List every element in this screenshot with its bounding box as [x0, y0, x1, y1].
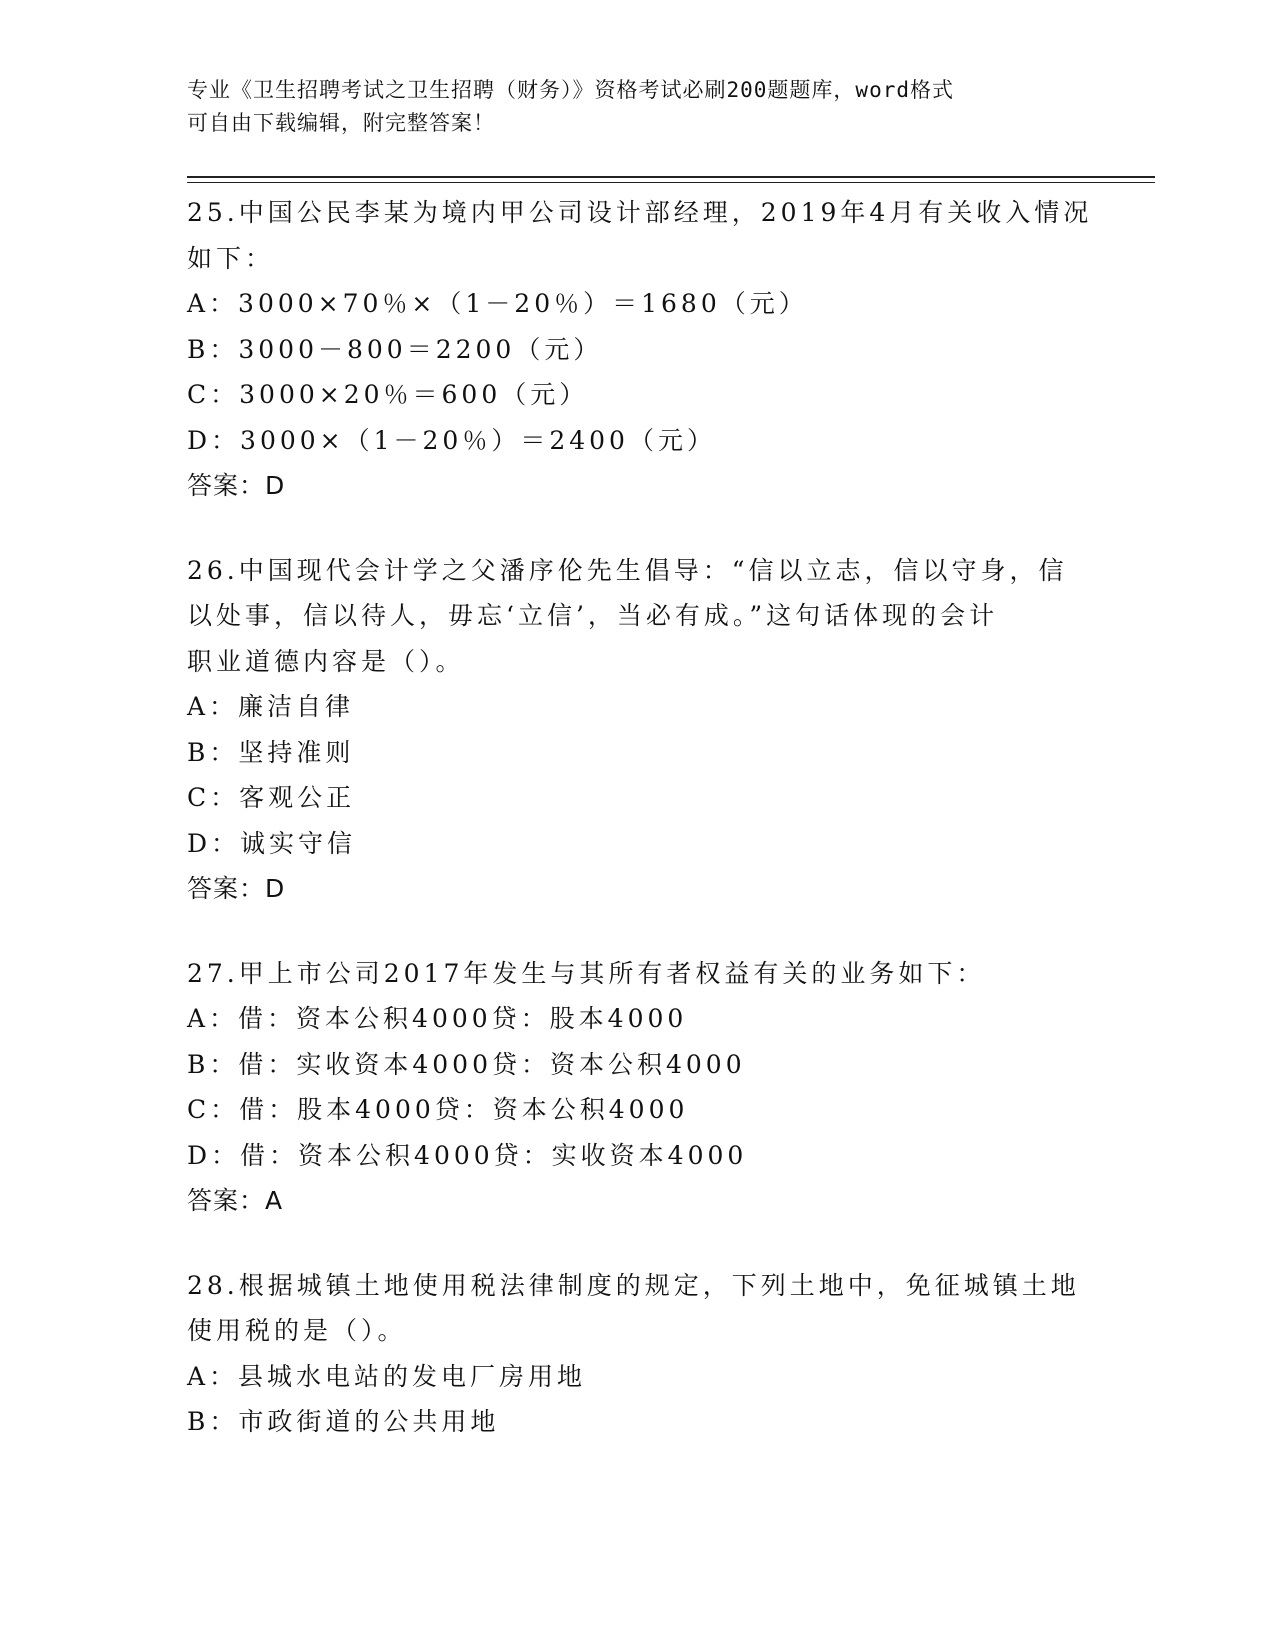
- header-divider-thick: [187, 176, 1155, 178]
- option-b: B：坚持准则: [187, 737, 355, 767]
- option-d: D：诚实守信: [187, 828, 357, 858]
- option-a: A：3000×70％×（1－20％）＝1680（元）: [187, 289, 808, 318]
- question-stem: 26.中国现代会计学之父潘序伦先生倡导：“信以立志，信以守身，信: [187, 555, 1068, 585]
- header-line-1: 专业《卫生招聘考试之卫生招聘（财务）》资格考试必刷200题题库，word格式: [187, 78, 954, 102]
- question-stem: 27.甲上市公司2017年发生与其所有者权益有关的业务如下：: [187, 958, 986, 988]
- question-27: [187, 951, 1087, 1224]
- option-c: C：3000×20％＝600（元）: [187, 380, 589, 409]
- question-stem: 如下：: [187, 243, 275, 273]
- option-a: A：县城水电站的发电厂房用地: [187, 1361, 587, 1391]
- question-list: [187, 190, 1093, 1484]
- question-stem: 28.根据城镇土地使用税法律制度的规定，下列土地中，免征城镇土地: [187, 1270, 1080, 1300]
- option-b: B：3000－800＝2200（元）: [187, 334, 603, 364]
- question-28: [187, 1263, 1087, 1445]
- option-c: C：借：股本4000贷：资本公积4000: [187, 1095, 689, 1124]
- question-25: [187, 190, 1093, 509]
- option-c: C：客观公正: [187, 783, 356, 812]
- option-d: D：3000×（1－20％）＝2400（元）: [187, 425, 716, 455]
- option-b: B：市政街道的公共用地: [187, 1407, 500, 1436]
- question-stem: 25.中国公民李某为境内甲公司设计部经理，2019年4月有关收入情况: [187, 198, 1093, 227]
- question-26: [187, 548, 1087, 912]
- answer-key: 答案：A: [187, 1186, 284, 1215]
- option-a: A：借：资本公积4000贷：股本4000: [187, 1004, 688, 1033]
- header-divider-thin: [187, 182, 1155, 183]
- option-b: B：借：实收资本4000贷：资本公积4000: [187, 1049, 746, 1079]
- document-header: [187, 74, 1087, 140]
- answer-key: 答案：D: [187, 874, 286, 903]
- option-a: A：廉洁自律: [187, 692, 355, 721]
- answer-key: 答案：D: [187, 471, 286, 500]
- question-stem: 使用税的是（）。: [187, 1316, 407, 1345]
- question-stem: 以处事，信以待人，毋忘‘立信’，当必有成。”这句话体现的会计: [187, 601, 999, 630]
- option-d: D：借：资本公积4000贷：实收资本4000: [187, 1140, 748, 1170]
- question-stem: 职业道德内容是（）。: [187, 646, 465, 676]
- header-line-2: 可自由下载编辑，附完整答案！: [187, 111, 495, 135]
